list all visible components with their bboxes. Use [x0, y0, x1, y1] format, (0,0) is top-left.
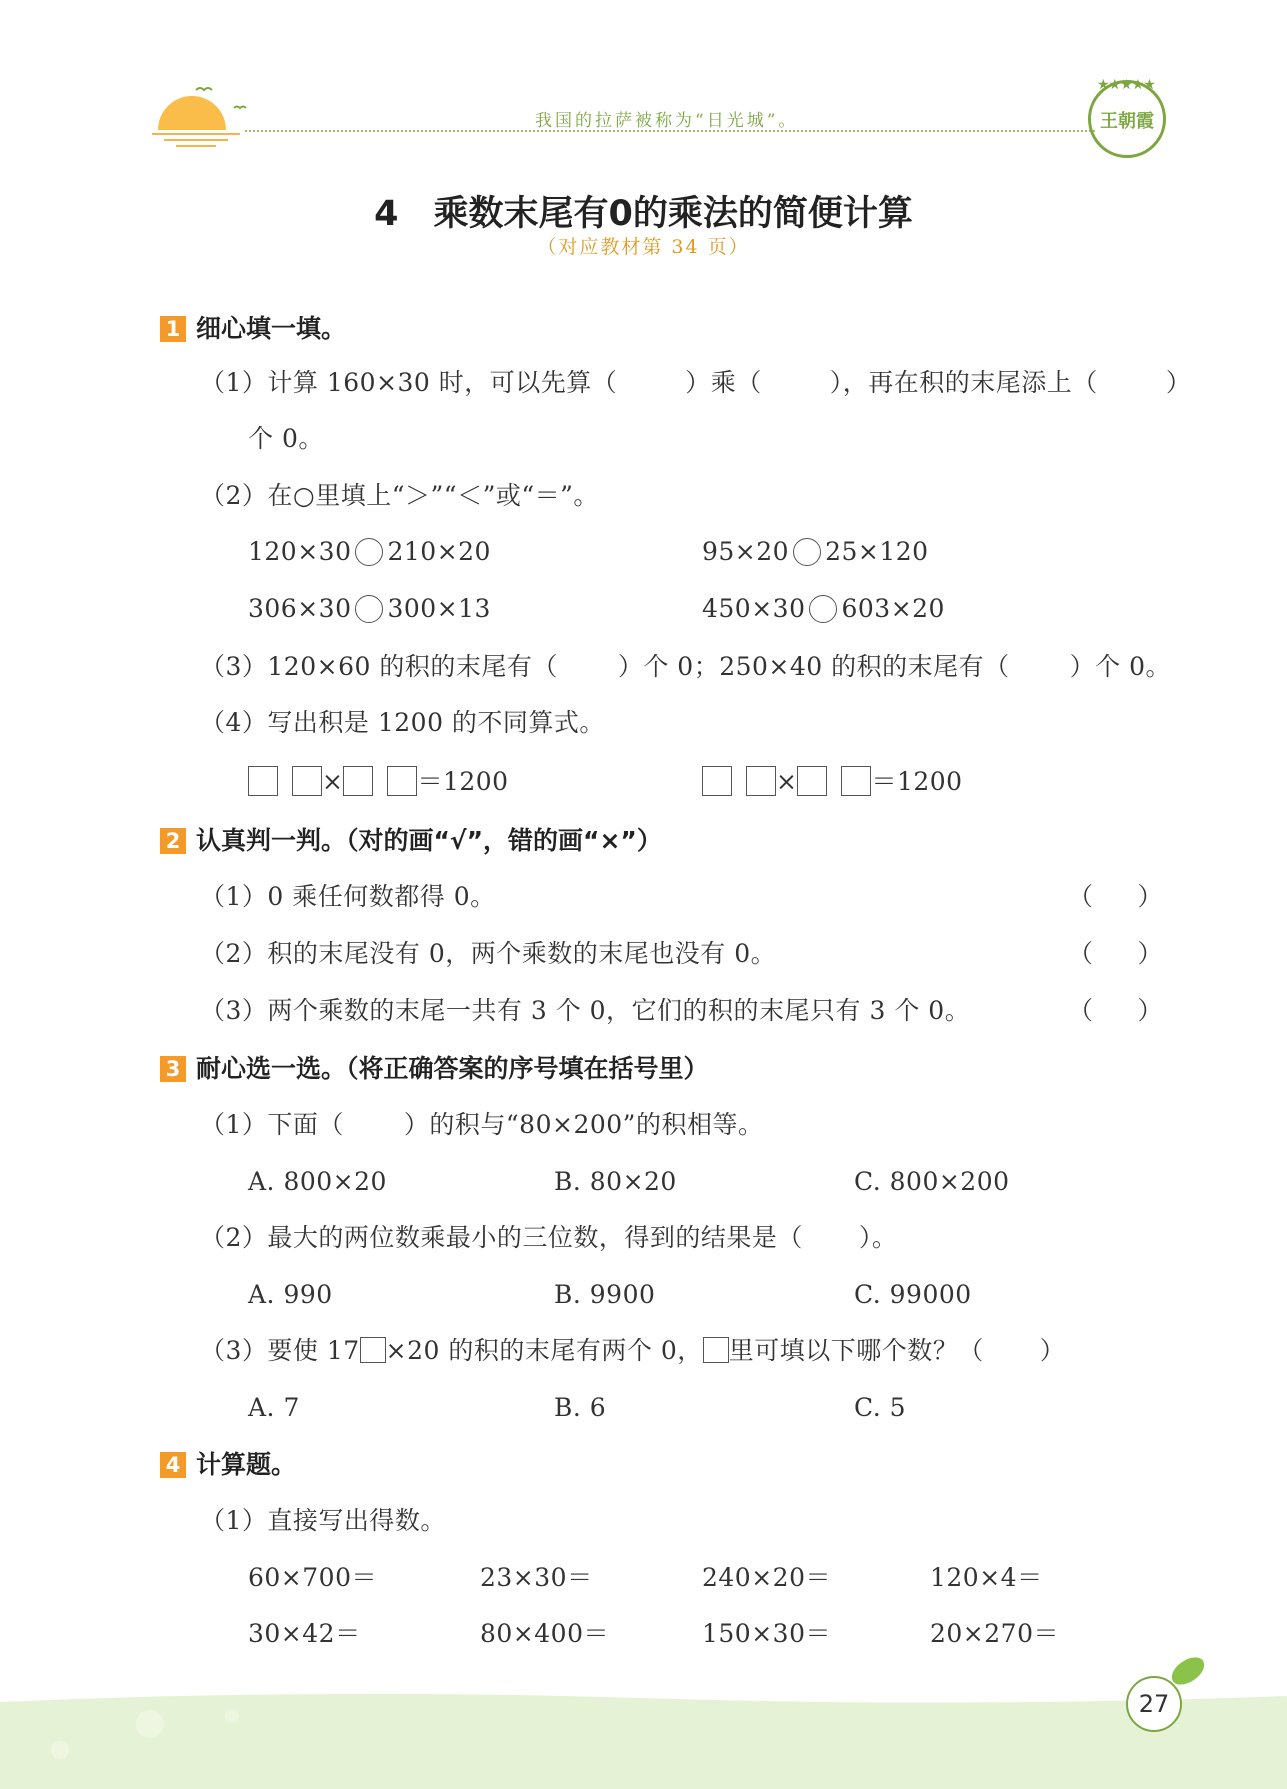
s3-q2-line — [200, 1223, 897, 1253]
digit-box[interactable] — [841, 766, 871, 796]
s3-q3-text-b: ×20 的积的末尾有两个 0， — [385, 1336, 703, 1365]
compare-3-circle[interactable] — [355, 595, 383, 623]
answer-paren-2[interactable] — [1068, 939, 1163, 969]
equals-1200: ＝1200 — [871, 767, 963, 796]
compare-3-right: 300×13 — [387, 594, 491, 623]
compare-3 — [248, 594, 491, 624]
section-2-heading — [160, 826, 662, 856]
compare-3-left: 306×30 — [248, 594, 352, 623]
sun-logo-icon — [150, 78, 250, 150]
compare-2-circle[interactable] — [793, 538, 821, 566]
paren-left: （ — [1068, 939, 1094, 968]
s3-q1-option-b[interactable]: B. 80×20 — [554, 1167, 677, 1196]
calc-r2-c4[interactable]: 20×270＝ — [930, 1619, 1059, 1648]
times-sign: × — [322, 767, 344, 796]
s2-q1-line: （1）0 乘任何数都得 0。 — [200, 882, 496, 911]
s3-q2-text-b: ）。 — [858, 1223, 898, 1252]
stars-icon: ★★★★★ — [1097, 77, 1155, 93]
page-subtitle: （对应教材第 34 页） — [537, 236, 750, 258]
s3-q3-text-d: ） — [1039, 1336, 1066, 1365]
s3-q3-text-a: （3）要使 17 — [200, 1336, 360, 1365]
digit-box[interactable] — [702, 766, 732, 796]
compare-1-circle[interactable] — [355, 538, 383, 566]
digit-box — [703, 1337, 729, 1363]
compare-4-circle[interactable] — [809, 595, 837, 623]
s1-q3-text-a: （3）120×60 的积的末尾有（ — [200, 652, 558, 681]
compare-4-left: 450×30 — [702, 594, 806, 623]
digit-box[interactable] — [797, 766, 827, 796]
s3-q3-option-a[interactable]: A. 7 — [248, 1393, 300, 1422]
brand-logo-text: 王朝霞 — [1100, 111, 1154, 132]
s3-q2-option-c[interactable]: C. 99000 — [854, 1280, 972, 1309]
s1-q2-line: （2）在○里填上“＞”“＜”或“＝”。 — [200, 481, 599, 510]
section-3-badge: 3 — [160, 1056, 186, 1082]
footer-wave — [0, 1680, 1287, 1789]
digit-box[interactable] — [292, 766, 322, 796]
section-3-title: 耐心选一选。（将正确答案的序号填在括号里） — [196, 1054, 709, 1083]
s1-q1-text-a: （1）计算 160×30 时，可以先算（ — [200, 368, 618, 397]
s1-q3-text-c: ）个 0。 — [1069, 652, 1171, 681]
paren-left: （ — [1068, 882, 1094, 911]
digit-box[interactable] — [248, 766, 278, 796]
s1-q1-line — [200, 368, 1191, 398]
s1-q4-line: （4）写出积是 1200 的不同算式。 — [200, 708, 605, 737]
times-sign: × — [776, 767, 798, 796]
answer-paren-1[interactable] — [1068, 882, 1163, 912]
paren-left: （ — [1068, 996, 1094, 1025]
paren-right: ） — [1137, 882, 1164, 911]
digit-box[interactable] — [360, 1337, 386, 1363]
calc-r2-c3[interactable]: 150×30＝ — [702, 1619, 831, 1648]
paren-right: ） — [1137, 939, 1164, 968]
page-number: 27 — [1138, 1690, 1170, 1718]
compare-1 — [248, 537, 491, 567]
answer-paren-3[interactable] — [1068, 996, 1163, 1026]
section-4-heading — [160, 1450, 296, 1480]
s3-q3-text-c: 里可填以下哪个数？（ — [728, 1336, 984, 1365]
s3-q1-line — [200, 1110, 763, 1140]
s3-q3-option-c[interactable]: C. 5 — [854, 1393, 907, 1422]
digit-box[interactable] — [387, 766, 417, 796]
product-equation-2 — [702, 766, 963, 797]
s1-q3-line — [200, 652, 1171, 682]
s3-q1-option-c[interactable]: C. 800×200 — [854, 1167, 1010, 1196]
s3-q1-text-b: ）的积与“80×200”的积相等。 — [403, 1110, 764, 1139]
digit-box[interactable] — [746, 766, 776, 796]
compare-1-right: 210×20 — [387, 537, 491, 566]
s4-q1-line: （1）直接写出得数。 — [200, 1506, 446, 1535]
calc-r2-c1[interactable]: 30×42＝ — [248, 1619, 361, 1648]
calc-r1-c2[interactable]: 23×30＝ — [480, 1563, 593, 1592]
s3-q2-text-a: （2）最大的两位数乘最小的三位数，得到的结果是（ — [200, 1223, 803, 1252]
section-1-badge: 1 — [160, 316, 186, 342]
s1-q1-cont: 个 0。 — [248, 424, 324, 453]
compare-2 — [702, 537, 929, 567]
s2-q3-line: （3）两个乘数的末尾一共有 3 个 0，它们的积的末尾只有 3 个 0。 — [200, 996, 971, 1025]
paren-right: ） — [1137, 996, 1164, 1025]
s3-q2-option-a[interactable]: A. 990 — [248, 1280, 333, 1309]
s3-q2-option-b[interactable]: B. 9900 — [554, 1280, 656, 1309]
section-4-badge: 4 — [160, 1452, 186, 1478]
digit-box[interactable] — [343, 766, 373, 796]
s3-q3-line — [200, 1336, 1065, 1366]
s1-q1-text-c: ），再在积的末尾添上（ — [829, 368, 1098, 397]
product-equation-1 — [248, 766, 509, 797]
compare-2-right: 25×120 — [825, 537, 929, 566]
section-2-badge: 2 — [160, 828, 186, 854]
section-4-title: 计算题。 — [196, 1450, 297, 1479]
s1-q1-text-b: ）乘（ — [685, 368, 762, 397]
section-1-title: 细心填一填。 — [196, 314, 347, 343]
s1-q1-text-d: ） — [1165, 368, 1192, 397]
page-title: 4 乘数末尾有0的乘法的简便计算 — [374, 194, 913, 234]
s3-q1-text-a: （1）下面（ — [200, 1110, 344, 1139]
s3-q3-option-b[interactable]: B. 6 — [554, 1393, 607, 1422]
s3-q1-option-a[interactable]: A. 800×20 — [248, 1167, 387, 1196]
section-3-heading — [160, 1054, 709, 1084]
calc-r2-c2[interactable]: 80×400＝ — [480, 1619, 609, 1648]
s1-q3-text-b: ）个 0；250×40 的积的末尾有（ — [617, 652, 1010, 681]
section-2-title: 认真判一判。（对的画“√”，错的画“×”） — [196, 826, 662, 855]
s2-q2-line: （2）积的末尾没有 0，两个乘数的末尾也没有 0。 — [200, 939, 777, 968]
section-1-heading — [160, 314, 346, 344]
header-slogan: 我国的拉萨被称为“日光城”。 — [535, 111, 799, 131]
compare-4 — [702, 594, 945, 624]
compare-4-right: 603×20 — [841, 594, 945, 623]
compare-2-left: 95×20 — [702, 537, 790, 566]
calc-r1-c3[interactable]: 240×20＝ — [702, 1563, 831, 1592]
compare-1-left: 120×30 — [248, 537, 352, 566]
calc-r1-c1[interactable]: 60×700＝ — [248, 1563, 377, 1592]
calc-r1-c4[interactable]: 120×4＝ — [930, 1563, 1043, 1592]
page-number-badge — [1126, 1676, 1182, 1732]
brand-badge — [1088, 77, 1166, 158]
equals-1200: ＝1200 — [417, 767, 509, 796]
